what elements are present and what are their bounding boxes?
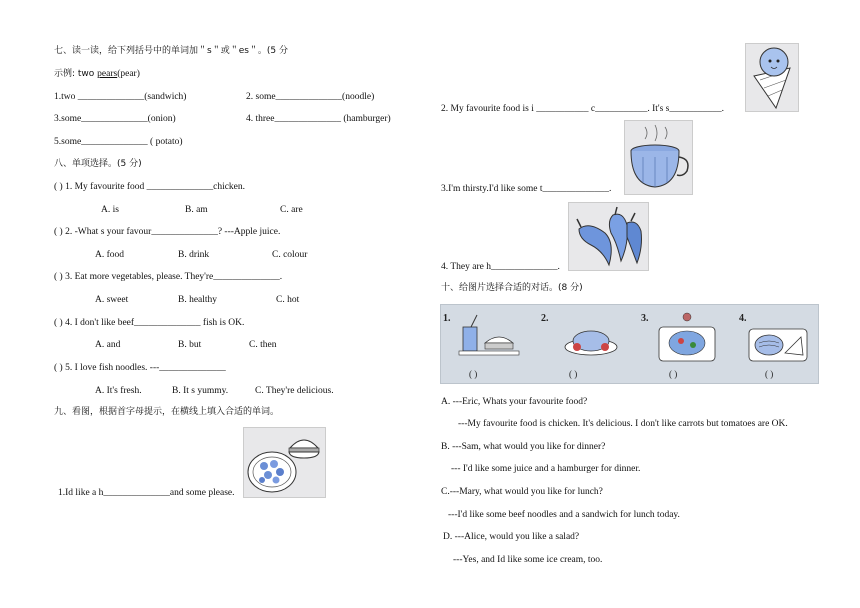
s8-q2: ( ) 2. -What s your favour______________? ---Apple juice. — [54, 227, 281, 237]
dialog-b-q: B. ---Sam, what would you like for dinner? — [441, 442, 606, 452]
section10-title: 十、给图片选择合适的对话。(8 分) — [441, 283, 583, 293]
s8-q3: ( ) 3. Eat more vegetables, please. They're______________. — [54, 272, 283, 282]
hamburger-fish-picture — [243, 427, 326, 498]
s8-q2-opt-b: B. drink — [178, 250, 210, 260]
dialog-c-a: ---I'd like some beef noodles and a sandwich for lunch today. — [448, 510, 680, 520]
s8-q1-opt-c: C. are — [280, 205, 303, 215]
ice-cream-picture — [745, 43, 799, 112]
s9-q3: 3.I'm thirsty.I'd like some t______________. — [441, 184, 612, 194]
pic-paren-3: ( ) — [669, 369, 678, 379]
dialog-d-a: ---Yes, and Id like some ice cream, too. — [453, 555, 603, 565]
example-suffix: (pear) — [117, 69, 140, 79]
s7-q5: 5.some______________ ( potato) — [54, 137, 183, 147]
food-pictures-strip — [440, 304, 819, 384]
s8-q4-opt-c: C. then — [249, 340, 277, 350]
example-word: pears — [97, 69, 118, 79]
s7-q1: 1.two ______________(sandwich) — [54, 92, 187, 102]
dialog-b-a: --- I'd like some juice and a hamburger for dinner. — [451, 464, 641, 474]
s9-q1: 1.Id like a h______________and some please. — [58, 488, 235, 498]
dialog-a-q: A. ---Eric, Whats your favourite food? — [441, 397, 588, 407]
dialog-d-q: D. ---Alice, would you like a salad? — [443, 532, 580, 542]
s8-q4: ( ) 4. I don't like beef______________ fish is OK. — [54, 318, 245, 328]
peppers-picture — [568, 202, 649, 271]
s8-q3-opt-b: B. healthy — [178, 295, 218, 305]
s9-q4: 4. They are h______________. — [441, 262, 560, 272]
s8-q3-opt-c: C. hot — [276, 295, 300, 305]
pic-num-2: 2. — [541, 313, 549, 324]
s8-q5-opt-b: B. It s yummy. — [172, 386, 229, 396]
section8-title: 八、单项选择。(5 分) — [54, 159, 142, 169]
pic-num-4: 4. — [739, 313, 747, 324]
dialog-c-q: C.---Mary, what would you like for lunch? — [441, 487, 603, 497]
s7-q4: 4. three______________ (hamburger) — [246, 114, 391, 124]
section9-title: 九、看图，根据首字母提示，在横线上填入合适的单词。 — [54, 407, 280, 417]
s8-q5-opt-c: C. They're delicious. — [255, 386, 334, 396]
s9-q2: 2. My favourite food is i ___________ c___________. It's s___________. — [441, 104, 725, 114]
section7-title: 七、读一读，给下列括号中的单词加＂s＂或＂es＂。(5 分 — [54, 46, 289, 56]
pic-paren-1: ( ) — [469, 369, 478, 379]
s8-q1: ( ) 1. My favourite food ______________chicken. — [54, 182, 246, 192]
s8-q1-opt-b: B. am — [185, 205, 208, 215]
s8-q1-opt-a: A. is — [101, 205, 119, 215]
s8-q4-opt-b: B. but — [178, 340, 202, 350]
pic-num-1: 1. — [443, 313, 451, 324]
pic-paren-2: ( ) — [569, 369, 578, 379]
pic-paren-4: ( ) — [765, 369, 774, 379]
tea-cup-picture — [624, 120, 693, 195]
example-prefix: 示例: two — [54, 69, 98, 79]
s8-q3-opt-a: A. sweet — [95, 295, 129, 305]
s8-q2-opt-c: C. colour — [272, 250, 308, 260]
s7-q2: 2. some______________(noodle) — [246, 92, 375, 102]
pic-num-3: 3. — [641, 313, 649, 324]
s8-q2-opt-a: A. food — [95, 250, 125, 260]
s8-q4-opt-a: A. and — [95, 340, 121, 350]
example-line — [54, 68, 140, 80]
s7-q3: 3.some______________(onion) — [54, 114, 176, 124]
s8-q5: ( ) 5. I love fish noodles. ---______________ — [54, 363, 226, 373]
s8-q5-opt-a: A. It's fresh. — [95, 386, 142, 396]
dialog-a-a: ---My favourite food is chicken. It's delicious. I don't like carrots but tomatoes are OK. — [458, 419, 788, 429]
